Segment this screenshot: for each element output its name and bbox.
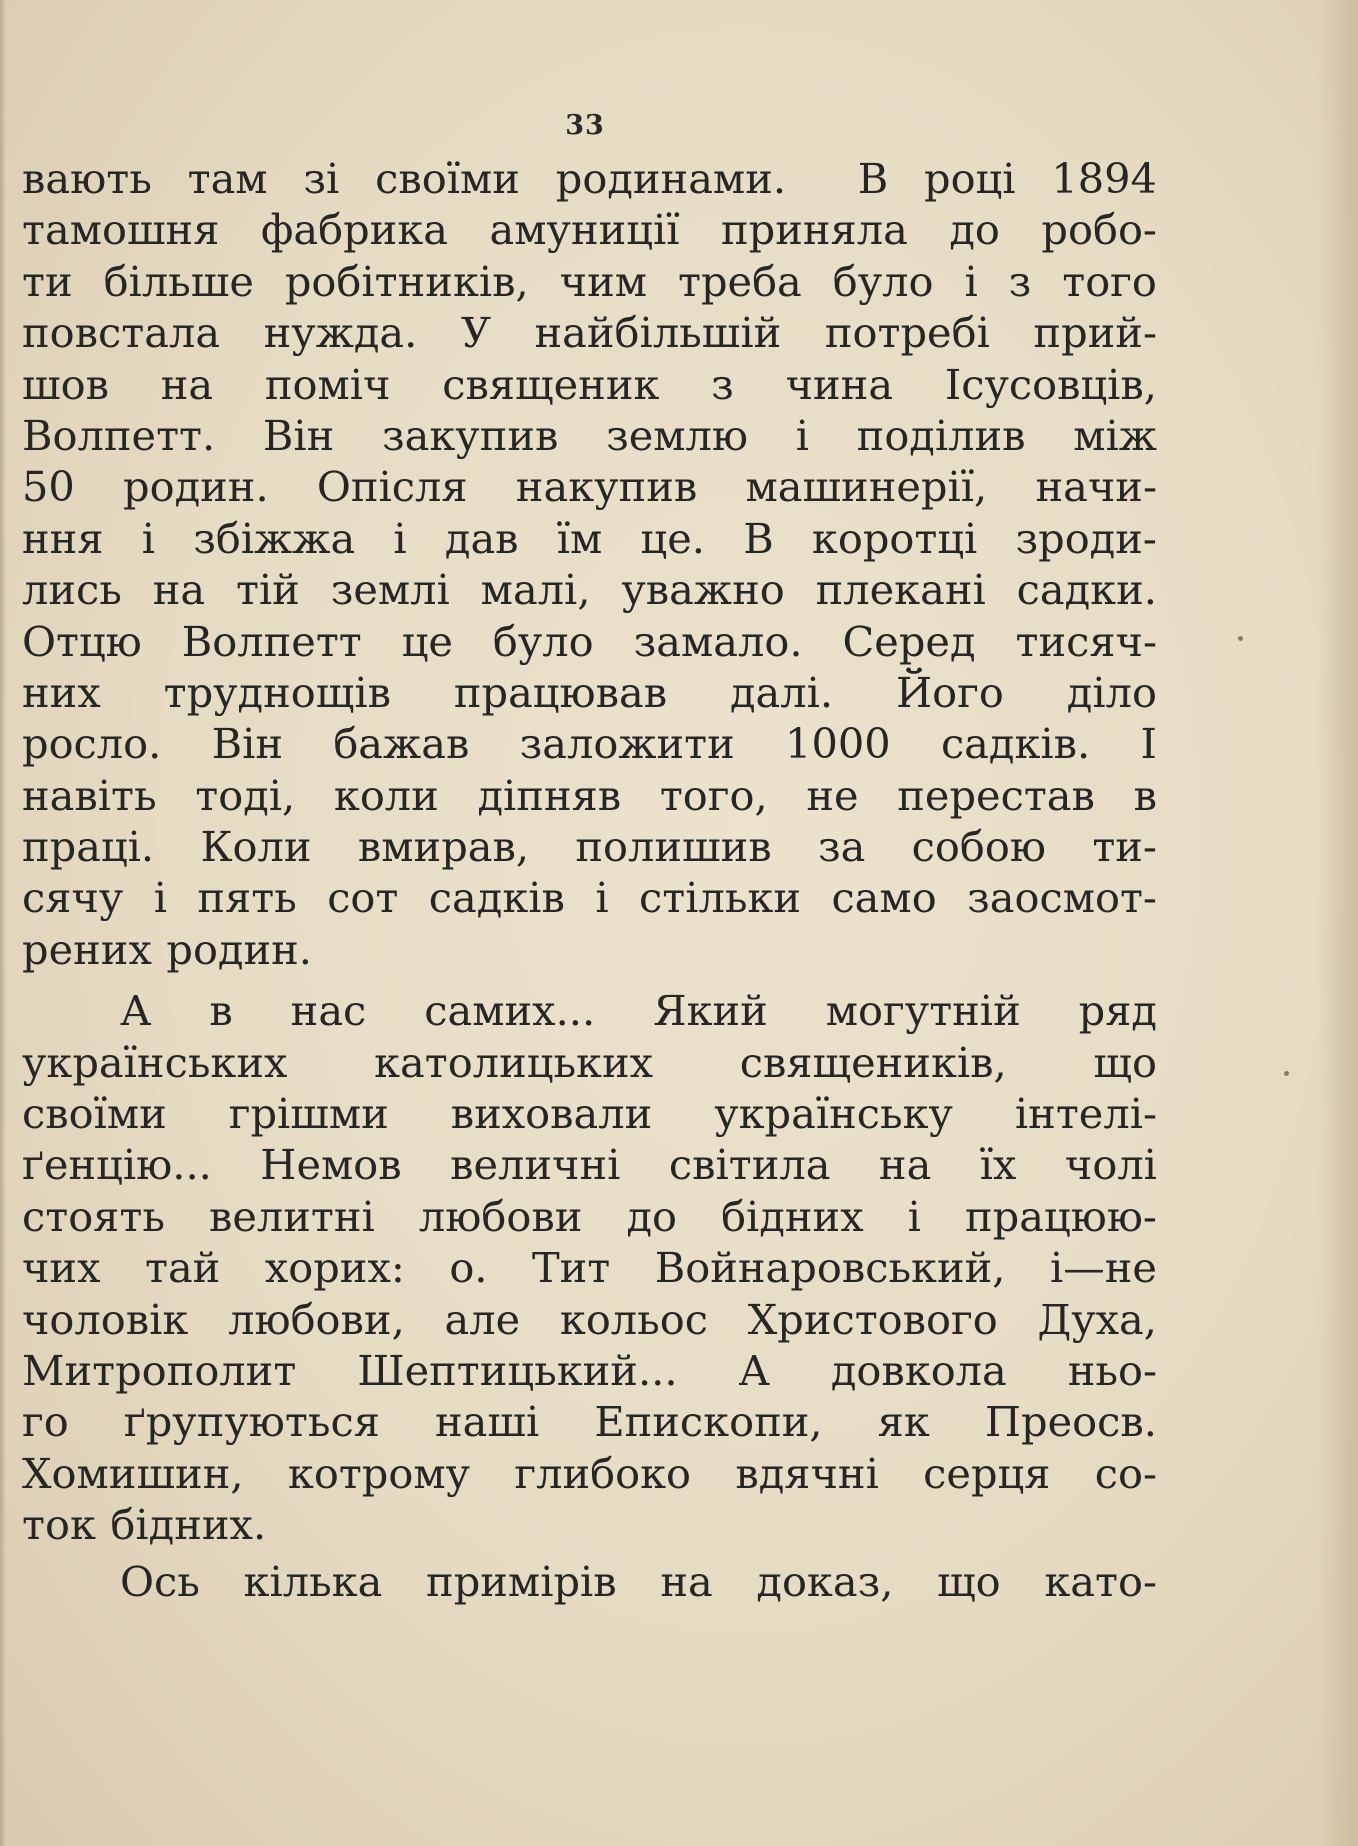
word: сячу [22, 873, 124, 923]
word: доказ, [756, 1556, 894, 1606]
word: котрому [287, 1448, 471, 1498]
word: примірів [426, 1556, 617, 1606]
word: Шептицький... [357, 1345, 678, 1395]
word: любови, [228, 1294, 405, 1344]
word: за [817, 822, 866, 872]
word: ґрупуються [123, 1397, 380, 1447]
word: тоді, [195, 770, 296, 820]
word: грішми [228, 1089, 389, 1139]
word: сот [327, 873, 399, 923]
word: українську [714, 1089, 953, 1139]
word: труднощів [163, 667, 391, 717]
text-line [22, 359, 1157, 410]
word: було [832, 256, 934, 306]
text-line [22, 307, 1157, 358]
word: тай [144, 1243, 221, 1293]
word: Войнаровський, [654, 1243, 1006, 1293]
word: пять [197, 873, 297, 923]
word: працюю- [965, 1191, 1157, 1241]
word: збіжжа [193, 513, 356, 563]
word: священик [442, 359, 660, 409]
text-line [22, 1139, 1157, 1190]
word: І [1140, 719, 1157, 769]
word: родинами. [555, 154, 787, 203]
word: вмирав, [357, 822, 530, 872]
word: Волпетт. [22, 410, 216, 460]
word: ти [22, 256, 73, 306]
word: Хомишин, [22, 1448, 244, 1498]
text-line [22, 410, 1157, 461]
word: поділив [856, 410, 1026, 460]
text-line [22, 821, 1157, 872]
text-line [22, 667, 1157, 718]
word: бажав [333, 719, 470, 769]
word: хорих: [264, 1243, 405, 1293]
word: них [22, 667, 101, 717]
word: У [460, 308, 491, 358]
word: лись [22, 565, 122, 615]
word: їх [979, 1140, 1017, 1190]
word: величні [450, 1140, 621, 1190]
text-line [22, 513, 1157, 564]
word: машинерії, [745, 462, 988, 512]
word: Коли [200, 822, 312, 872]
word: накупив [515, 462, 698, 512]
word: це [401, 616, 453, 666]
word: і [153, 873, 167, 923]
word: своїми [22, 1089, 167, 1139]
word: родин. [166, 924, 312, 974]
text-line [22, 985, 1157, 1036]
word: рених [22, 924, 152, 974]
text-line [22, 770, 1157, 821]
word: Волпетт [181, 616, 362, 666]
word: плекані [815, 565, 986, 615]
word: любови [418, 1191, 583, 1241]
word: Його [895, 667, 1004, 717]
word: як [877, 1397, 930, 1447]
word: треба [677, 256, 802, 306]
word: на [160, 359, 214, 409]
word: і—не [1049, 1243, 1157, 1293]
word: росло. [22, 719, 162, 769]
word: але [444, 1294, 521, 1344]
word: бідних. [110, 1500, 267, 1550]
word: з [711, 359, 734, 409]
word: коли [333, 770, 439, 820]
word: велитні [208, 1191, 375, 1241]
word: А [738, 1345, 770, 1395]
text-line [22, 1448, 1157, 1499]
text-line [22, 718, 1157, 769]
word: кілька [243, 1556, 383, 1606]
word: могутній [825, 986, 1021, 1036]
word: со- [1094, 1448, 1157, 1498]
word: далі. [729, 667, 834, 717]
word: ток [22, 1500, 96, 1550]
word: ньо- [1067, 1345, 1157, 1395]
word: Епископи, [594, 1397, 823, 1447]
word: вають [22, 154, 152, 203]
word: глибоко [514, 1448, 692, 1498]
word: Опісля [316, 462, 468, 512]
text-line [22, 1037, 1157, 1088]
word: родин. [123, 462, 269, 512]
word: 1894 [1051, 154, 1157, 203]
word: священиків, [739, 1037, 1007, 1087]
word: 50 [22, 462, 75, 512]
word: землі [330, 565, 450, 615]
word: заложити [519, 719, 735, 769]
word: Ісусовців, [944, 359, 1157, 409]
word: Преосв. [984, 1397, 1157, 1447]
word: чолі [1064, 1140, 1157, 1190]
word: з [1008, 256, 1032, 306]
text-line [22, 1499, 1157, 1550]
word: дав [444, 513, 519, 563]
word: малі, [480, 565, 591, 615]
word: і [595, 873, 609, 923]
text-line [22, 1191, 1157, 1242]
word: того [1062, 256, 1157, 306]
word: Христового [747, 1294, 998, 1344]
word: українських [22, 1037, 288, 1087]
word: там [187, 154, 268, 203]
word: Тит [531, 1243, 611, 1293]
word: діло [1066, 667, 1157, 717]
word: ти- [1092, 822, 1157, 872]
word: В [857, 154, 889, 203]
word: само [831, 873, 937, 923]
body-text [22, 153, 1157, 1607]
text-line [22, 1345, 1157, 1396]
word: між [1073, 410, 1157, 460]
word: до [626, 1191, 677, 1241]
word: діпняв [477, 770, 622, 820]
word: замало. [633, 616, 803, 666]
word: полишив [575, 822, 772, 872]
word: в [209, 986, 233, 1036]
word: заосмот- [967, 873, 1157, 923]
word: садків. [940, 719, 1091, 769]
word: інтелі- [1014, 1089, 1157, 1139]
word: садків [428, 873, 565, 923]
word: уважно [621, 565, 785, 615]
word: Він [211, 719, 284, 769]
word: 1000 [785, 719, 891, 769]
word: чим [559, 256, 648, 306]
word: землю [606, 410, 749, 460]
word: і [393, 513, 407, 563]
word: самих... [424, 986, 596, 1036]
page-number: 33 [565, 110, 605, 141]
word: більше [103, 256, 254, 306]
word: о. [449, 1243, 488, 1293]
word: робо- [1041, 205, 1157, 255]
word: до [949, 205, 1000, 255]
text-line [22, 204, 1157, 255]
word: ння [22, 513, 104, 563]
word: ряд [1078, 986, 1157, 1036]
word: като- [1044, 1556, 1157, 1606]
word: Ось [120, 1556, 200, 1606]
word: стільки [639, 873, 802, 923]
word: на [878, 1140, 932, 1190]
word: повстала [22, 308, 221, 358]
text-line [22, 924, 1157, 975]
paper-speck [1238, 636, 1243, 641]
word: нас [290, 986, 367, 1036]
word: ґенцію... [22, 1140, 212, 1190]
word: на [152, 565, 206, 615]
word: потребі [824, 308, 990, 358]
word: і [964, 256, 978, 306]
word: нужда. [263, 308, 418, 358]
text-line [22, 1556, 1157, 1607]
word: найбільшій [534, 308, 782, 358]
word: Він [262, 410, 335, 460]
word: перестав [897, 770, 1095, 820]
text-line [22, 564, 1157, 615]
word: прий- [1033, 308, 1157, 358]
word: наші [434, 1397, 540, 1447]
text-line [22, 153, 1157, 204]
word: на [660, 1556, 713, 1606]
word: навіть [22, 770, 157, 820]
word: праці. [22, 822, 155, 872]
text-line [22, 872, 1157, 923]
text-line [22, 1396, 1157, 1447]
word: чих [22, 1243, 101, 1293]
text-line [22, 461, 1157, 512]
word: зроди- [1015, 513, 1157, 563]
word: робітників, [284, 256, 529, 306]
word: коротці [811, 513, 978, 563]
word: довкола [830, 1345, 1007, 1395]
word: чина [785, 359, 894, 409]
word: Отцю [22, 616, 142, 666]
word: фабрика [260, 205, 449, 255]
word: зі [303, 154, 340, 203]
text-line [22, 616, 1157, 667]
word: приняла [721, 205, 908, 255]
word: працював [453, 667, 668, 717]
word: що [1093, 1037, 1157, 1087]
page-shadow-left [0, 0, 6, 1846]
word: Серед [842, 616, 976, 666]
word: амуниції [489, 205, 680, 255]
word: Немов [260, 1140, 402, 1190]
word: кольос [559, 1294, 708, 1344]
word: Який [653, 986, 768, 1036]
word: закупив [381, 410, 559, 460]
word: В [743, 513, 774, 563]
word: серця [923, 1448, 1051, 1498]
word: і [795, 410, 809, 460]
word: стоять [22, 1191, 165, 1241]
word: тисяч- [1015, 616, 1157, 666]
word: тій [235, 565, 300, 615]
word: і [907, 1191, 921, 1241]
text-line [22, 256, 1157, 307]
word: не [806, 770, 859, 820]
word: поміч [264, 359, 391, 409]
word: начи- [1035, 462, 1157, 512]
word: їм [556, 513, 603, 563]
text-line [22, 1088, 1157, 1139]
word: бідних [721, 1191, 864, 1241]
word: А [120, 986, 152, 1036]
word: католицьких [374, 1037, 654, 1087]
word: виховали [450, 1089, 653, 1139]
word: було [492, 616, 594, 666]
word: Митрополит [22, 1345, 297, 1395]
word: собою [911, 822, 1046, 872]
word: своїми [375, 154, 520, 203]
text-line [22, 1242, 1157, 1293]
word: тамошня [22, 205, 220, 255]
paper-speck [1284, 1071, 1289, 1076]
text-line [22, 1294, 1157, 1345]
word: і [141, 513, 155, 563]
word: році [924, 154, 1016, 203]
word: чоловік [22, 1294, 189, 1344]
word: вдячні [735, 1448, 879, 1498]
word: садки. [1016, 565, 1157, 615]
word: в [1133, 770, 1157, 820]
word: того, [659, 770, 768, 820]
word: Духа, [1037, 1294, 1157, 1344]
word: го [22, 1397, 69, 1447]
page-shadow-right [1318, 0, 1358, 1846]
word: що [937, 1556, 1001, 1606]
word: світила [668, 1140, 831, 1190]
word: шов [22, 359, 109, 409]
word: це. [640, 513, 705, 563]
